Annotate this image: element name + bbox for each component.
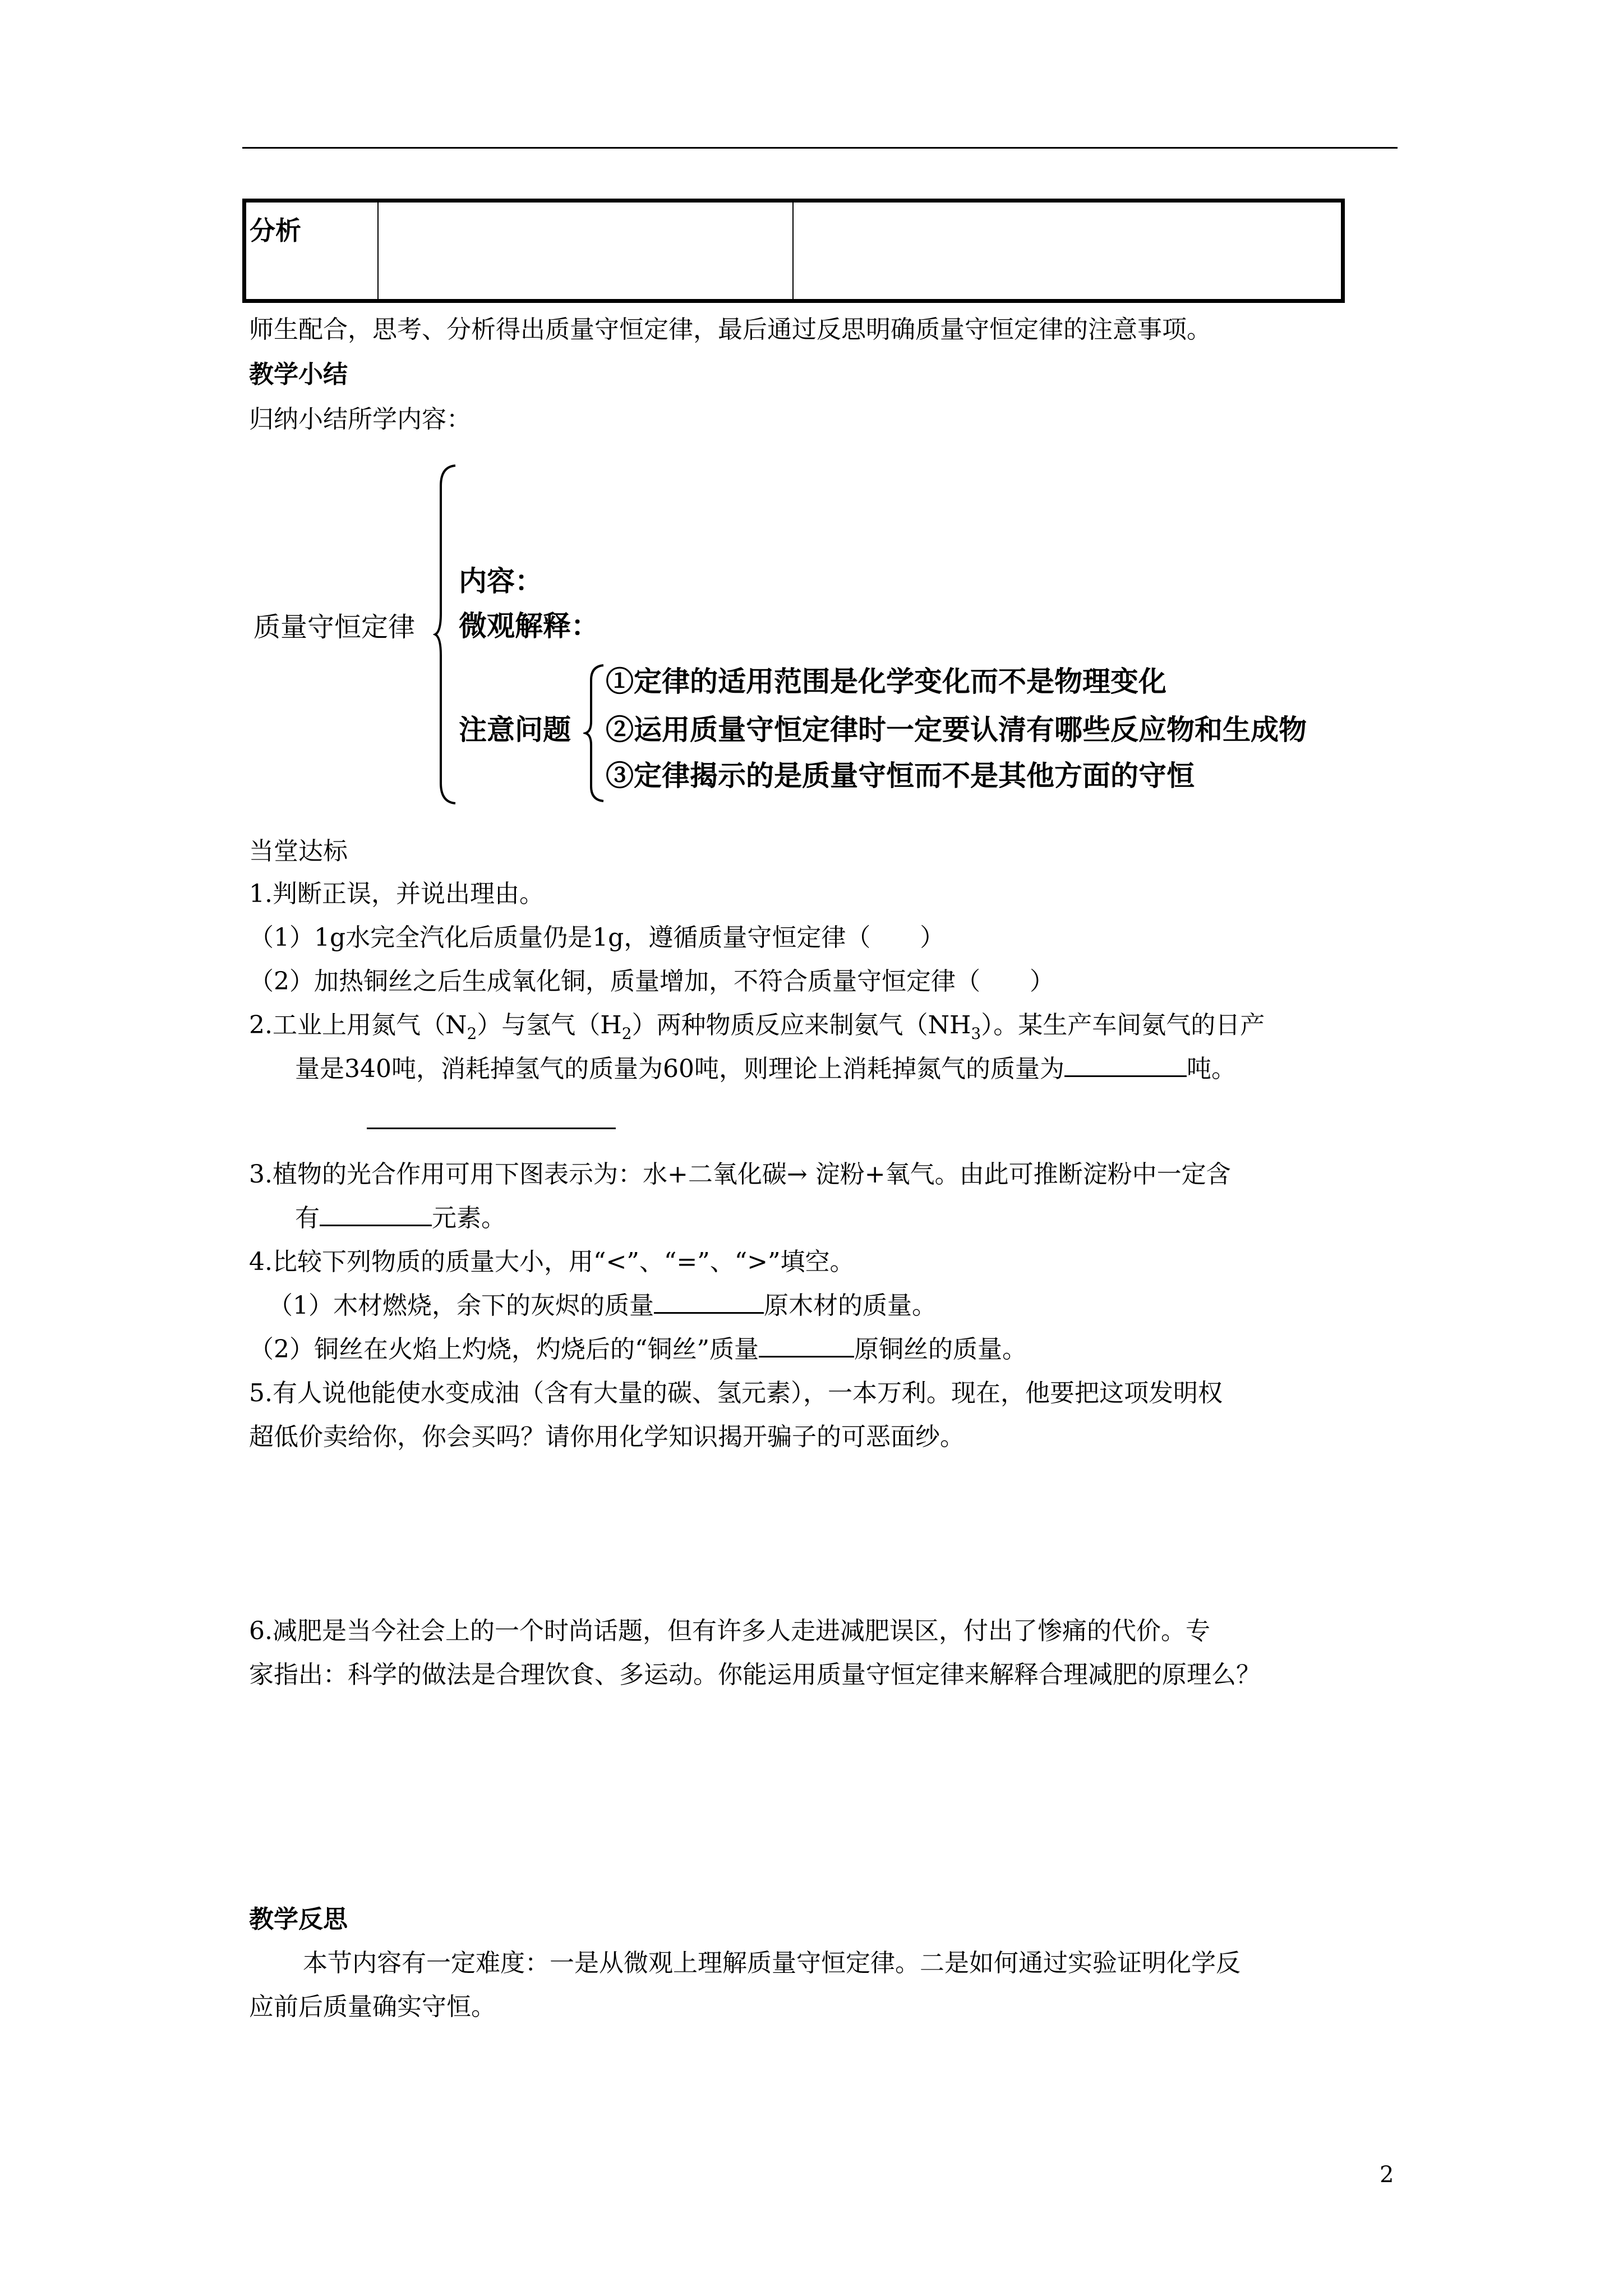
table-cell-2	[379, 203, 794, 299]
practice-heading: 当堂达标	[249, 837, 348, 866]
q4b-text-b: 原铜丝的质量。	[854, 1335, 1027, 1364]
q2-text-e: 量是340吨，消耗掉氢气的质量为60吨，则理论上消耗掉氮气的质量为	[295, 1055, 1064, 1083]
q4b-text-a: （2）铜丝在火焰上灼烧，灼烧后的“铜丝”质量	[249, 1335, 759, 1364]
outline-note-1: ①定律的适用范围是化学变化而不是物理变化	[606, 665, 1166, 698]
q3-text-a: 有	[295, 1204, 320, 1232]
outline-note-2: ②运用质量守恒定律时一定要认清有哪些反应物和生成物	[606, 713, 1307, 746]
q3-answer-blank[interactable]	[320, 1225, 432, 1226]
summary-intro: 归纳小结所学内容：	[249, 405, 471, 434]
q2-text-f: 吨。	[1186, 1055, 1236, 1083]
intro-paragraph: 师生配合，思考、分析得出质量守恒定律，最后通过反思明确质量守恒定律的注意事项。	[249, 315, 1211, 344]
q3-text-b: 元素。	[432, 1204, 506, 1232]
outline-main-label: 质量守恒定律	[253, 611, 416, 643]
table-cell-label	[246, 203, 379, 299]
reflection-line-2: 应前后质量确实守恒。	[249, 1993, 496, 2021]
q2-sub-a: 2	[467, 1024, 477, 1043]
question-4a	[268, 1290, 937, 1321]
q4b-answer-blank[interactable]	[759, 1356, 854, 1358]
question-3-line-2	[295, 1203, 506, 1234]
question-4b	[249, 1334, 1027, 1365]
q2-sub-c: 3	[971, 1024, 981, 1043]
question-6-line-2: 家指出：科学的做法是合理饮食、多运动。你能运用质量守恒定律来解释合理减肥的原理么？	[249, 1660, 1261, 1689]
blank-line	[367, 1128, 616, 1129]
q4a-answer-blank[interactable]	[654, 1312, 764, 1314]
outline-micro-label: 微观解释：	[459, 609, 599, 642]
q2-text-b: ）与氢气（H	[477, 1011, 622, 1039]
question-3-line-1: 3.植物的光合作用可用下图表示为：水+二氧化碳→ 淀粉+氧气。由此可推断淀粉中一定含	[249, 1160, 1231, 1189]
table-label: 分析	[250, 215, 301, 246]
reflection-heading: 教学反思	[249, 1905, 348, 1934]
question-1: 1.判断正误，并说出理由。	[249, 880, 544, 908]
summary-heading: 教学小结	[249, 360, 348, 389]
reflection-line-1: 本节内容有一定难度：一是从微观上理解质量守恒定律。二是如何通过实验证明化学反	[303, 1949, 1241, 1977]
header-rule	[242, 147, 1398, 149]
q2-text-c: ）两种物质反应来制氨气（NH	[631, 1011, 971, 1039]
page-number: 2	[1380, 2162, 1394, 2188]
question-2-line-2	[295, 1053, 1236, 1084]
q2-sub-b: 2	[621, 1024, 632, 1043]
outline-main-brace	[433, 463, 458, 806]
question-1a: （1）1g水完全汽化后质量仍是1g，遵循质量守恒定律（ ）	[249, 923, 945, 952]
q4a-text-b: 原木材的质量。	[764, 1291, 937, 1320]
outline-notes-label: 注意问题	[459, 713, 571, 746]
question-6-line-1: 6.减肥是当今社会上的一个时尚话题，但有许多人走进减肥误区，付出了惨痛的代价。专	[249, 1617, 1210, 1645]
outline-content-label: 内容：	[459, 564, 543, 597]
question-4: 4.比较下列物质的质量大小，用“<”、“=”、“>”填空。	[249, 1248, 855, 1276]
question-5-line-2: 超低价卖给你，你会买吗？请你用化学知识揭开骗子的可恶面纱。	[249, 1423, 965, 1451]
q4a-text-a: （1）木材燃烧，余下的灰烬的质量	[268, 1291, 654, 1320]
outline-notes-brace	[583, 663, 606, 803]
q2-answer-blank[interactable]	[1064, 1075, 1187, 1077]
q2-text-a: 2.工业上用氮气（N	[249, 1011, 467, 1039]
analysis-table	[242, 199, 1345, 303]
outline-note-3: ③定律揭示的是质量守恒而不是其他方面的守恒	[606, 759, 1195, 792]
question-2-line-1	[249, 1010, 1265, 1043]
question-1b: （2）加热铜丝之后生成氧化铜，质量增加，不符合质量守恒定律（ ）	[249, 967, 1054, 996]
question-5-line-1: 5.有人说他能使水变成油（含有大量的碳、氢元素），一本万利。现在，他要把这项发明权	[249, 1379, 1223, 1407]
q2-text-d: ）。某生产车间氨气的日产	[981, 1011, 1265, 1039]
